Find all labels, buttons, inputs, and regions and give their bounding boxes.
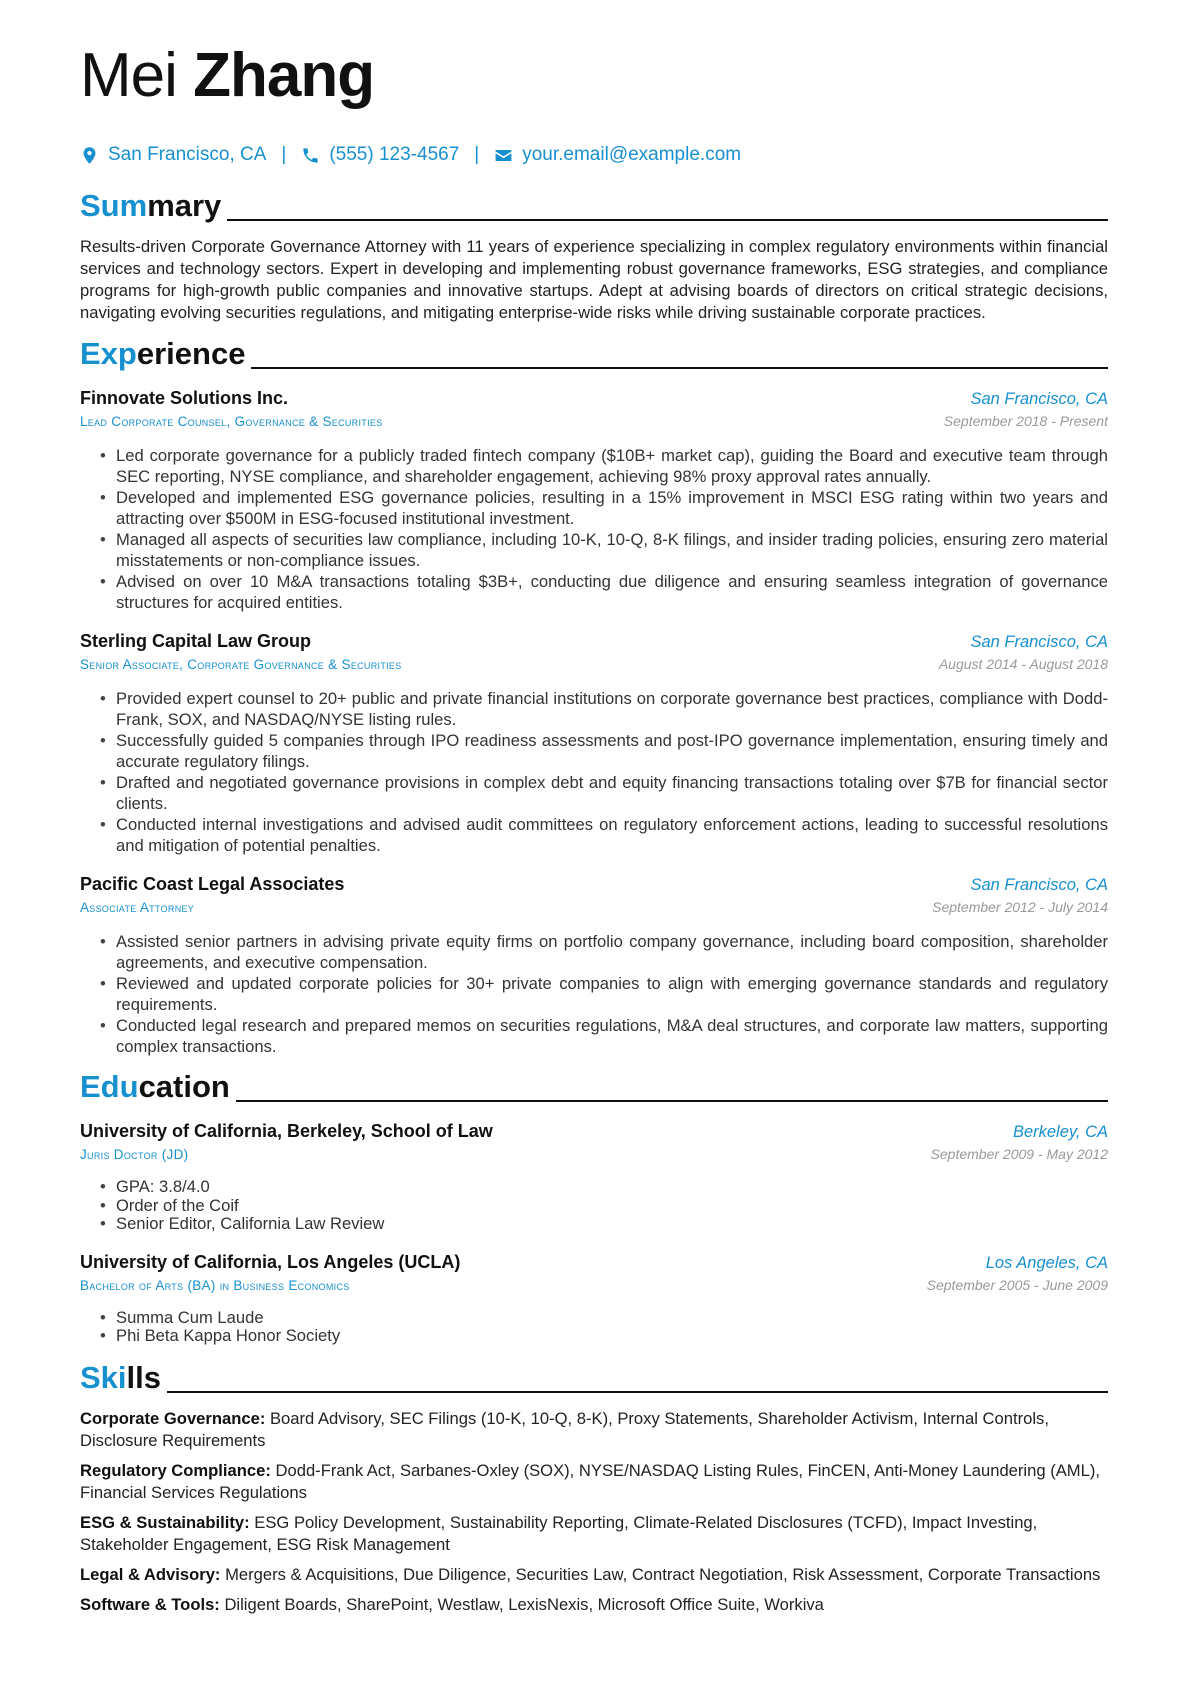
entry-dates: September 2018 - Present: [943, 413, 1108, 429]
section-rule: [167, 1391, 1108, 1393]
bullet-item: • Order of the Coif: [100, 1197, 1108, 1216]
entry-role: Juris Doctor (JD): [80, 1147, 189, 1162]
entry-location: San Francisco, CA: [970, 390, 1108, 408]
experience-entry: [80, 872, 1108, 1057]
section-rule: [251, 367, 1108, 369]
bullet-item: • Summa Cum Laude: [100, 1309, 1108, 1328]
bullet-item: • Led corporate governance for a publicly traded fintech company ($10B+ market cap), guiding the Board and executive team through SEC reporting, NYSE compliance, and shareholder engagement, achieving 98% proxy approval rates annually.: [100, 445, 1108, 487]
entry-role: Lead Corporate Counsel, Governance & Securities: [80, 414, 383, 429]
organization-name: Pacific Coast Legal Associates: [80, 874, 345, 894]
phone-text: (555) 123-4567: [329, 144, 460, 165]
skill-row: [80, 1408, 1108, 1452]
organization-name: Sterling Capital Law Group: [80, 631, 312, 651]
entry-role: Associate Attorney: [80, 900, 195, 915]
education-entry: [80, 1119, 1108, 1234]
bullet-item: • Reviewed and updated corporate policies for 30+ private companies to align with emerging governance standards and regulatory requirements.: [100, 973, 1108, 1015]
organization-name: University of California, Los Angeles (UCLA): [80, 1251, 461, 1272]
section-title: [80, 188, 221, 224]
organization-name: University of California, Berkeley, School of Law: [80, 1121, 493, 1141]
skill-label: ESG & Sustainability:: [80, 1512, 250, 1532]
bullet-item: • Assisted senior partners in advising private equity firms on portfolio company governance, including board composition, shareholder agreements, and executive compensation.: [100, 931, 1108, 973]
bullet-item: • Drafted and negotiated governance provisions in complex debt and equity financing transactions totaling over $7B for financial sector clients.: [100, 772, 1108, 814]
skill-label: Software & Tools:: [80, 1594, 220, 1614]
title-highlight: Edu: [80, 1069, 139, 1104]
entry-dates: August 2014 - August 2018: [938, 656, 1108, 672]
section-title: [80, 336, 245, 372]
map-marker-icon: [80, 146, 99, 165]
entry-dates: September 2005 - June 2009: [926, 1276, 1108, 1293]
entry-dates: September 2012 - July 2014: [932, 899, 1108, 915]
bullet-item: • Senior Editor, California Law Review: [100, 1215, 1108, 1234]
contact-separator: |: [281, 144, 287, 165]
location-text: San Francisco, CA: [108, 144, 267, 165]
entry-subheader-row: [80, 411, 1108, 432]
entry-location: San Francisco, CA: [970, 876, 1108, 894]
bullet-list: [80, 688, 1108, 856]
entry-header-row: [80, 1119, 1108, 1144]
bullet-item: • Phi Beta Kappa Honor Society: [100, 1327, 1108, 1346]
skill-value: Diligent Boards, SharePoint, Westlaw, LexisNexis, Microsoft Office Suite, Workiva: [224, 1594, 824, 1614]
contact-bar: [80, 140, 1108, 170]
bullet-list: [80, 1178, 1108, 1234]
title-highlight: Ski: [80, 1359, 127, 1395]
experience-entry: [80, 629, 1108, 856]
skill-row: [80, 1460, 1108, 1504]
candidate-name: [80, 40, 1108, 116]
title-highlight: Exp: [80, 336, 137, 371]
bullet-item: • Advised on over 10 M&A transactions totaling $3B+, conducting due diligence and ensuring seamless integration of governance structures for acquired entities.: [100, 571, 1108, 613]
phone-icon: [301, 146, 320, 165]
last-name: Zhang: [193, 41, 375, 110]
section-rule: [236, 1100, 1108, 1102]
experience-heading: [80, 334, 1108, 372]
entry-role: Bachelor of Arts (BA) in Business Economics: [80, 1277, 350, 1293]
bullet-list: [80, 1309, 1108, 1346]
bullet-item: • Conducted internal investigations and advised audit committees on regulatory enforcement actions, leading to successful resolutions and mitigation of potential penalties.: [100, 814, 1108, 856]
section-rule: [227, 219, 1108, 221]
bullet-item: • GPA: 3.8/4.0: [100, 1178, 1108, 1197]
skills-list: [80, 1408, 1108, 1616]
bullet-list: [80, 445, 1108, 613]
skill-row: [80, 1594, 1108, 1616]
entry-header-row: [80, 386, 1108, 411]
title-highlight: Sum: [80, 188, 148, 223]
summary-heading: [80, 186, 1108, 224]
entry-location: San Francisco, CA: [970, 633, 1108, 651]
skill-value: Mergers & Acquisitions, Due Diligence, Securities Law, Contract Negotiation, Risk Assessment, Corporate Transactions: [225, 1564, 1101, 1584]
education-entry: [80, 1250, 1108, 1346]
entry-subheader-row: [80, 1275, 1108, 1296]
section-title: [80, 1360, 161, 1396]
contact-phone[interactable]: [301, 144, 459, 166]
title-rest: mary: [147, 188, 222, 223]
education-heading: [80, 1067, 1108, 1105]
summary-text: Results-driven Corporate Governance Attorney with 11 years of experience specializing in complex regulatory environments within financial services and technology sectors. Expert in developing and implementing robust governance frameworks, ESG strategies, and compliance programs for high-growth public companies and innovative startups. Adept at advising boards of directors on critical strategic decisions, navigating evolving securities regulations, and mitigating enterprise-wide risks while driving sustainable corporate practices.: [80, 237, 1108, 322]
skill-label: Regulatory Compliance:: [80, 1460, 271, 1480]
bullet-item: • Developed and implemented ESG governance policies, resulting in a 15% improvement in MSCI ESG rating within two years and attracting over $500M in ESG-focused institutional investment.: [100, 487, 1108, 529]
entry-header-row: [80, 1250, 1108, 1275]
skill-row: [80, 1564, 1108, 1586]
bullet-item: • Managed all aspects of securities law compliance, including 10-K, 10-Q, 8-K filings, and insider trading policies, ensuring zero material misstatements or non-compliance issues.: [100, 529, 1108, 571]
entry-role: Senior Associate, Corporate Governance & Securities: [80, 657, 402, 672]
entry-subheader-row: [80, 897, 1108, 918]
skills-heading: [80, 1358, 1108, 1396]
bullet-item: • Provided expert counsel to 20+ public and private financial institutions on corporate governance best practices, compliance with Dodd-Frank, SOX, and NASDAQ/NYSE listing rules.: [100, 688, 1108, 730]
education-list: [80, 1119, 1108, 1346]
contact-email[interactable]: [494, 144, 741, 166]
entry-location: Berkeley, CA: [1012, 1123, 1108, 1141]
contact-separator: |: [474, 144, 480, 165]
first-name: Mei: [80, 41, 177, 110]
email-link[interactable]: your.email@example.com: [522, 144, 742, 165]
experience-list: [80, 386, 1108, 1057]
skill-value: ESG Policy Development, Sustainability Reporting, Climate-Related Disclosures (TCFD), Impact Investing, Stakeholder Engagement, ESG Risk Management: [80, 1512, 1038, 1554]
skill-label: Corporate Governance:: [80, 1408, 266, 1428]
skill-value: Board Advisory, SEC Filings (10-K, 10-Q, 8-K), Proxy Statements, Shareholder Activism, Internal Controls, Disclosure Requirements: [80, 1408, 1049, 1450]
bullet-list: [80, 931, 1108, 1057]
entry-subheader-row: [80, 1144, 1108, 1165]
entry-location: Los Angeles, CA: [985, 1253, 1108, 1272]
entry-dates: September 2009 - May 2012: [930, 1146, 1108, 1162]
skill-label: Legal & Advisory:: [80, 1564, 221, 1584]
experience-entry: [80, 386, 1108, 613]
bullet-item: • Conducted legal research and prepared memos on securities regulations, M&A deal structures, and corporate law matters, supporting complex transactions.: [100, 1015, 1108, 1057]
entry-header-row: [80, 629, 1108, 654]
organization-name: Finnovate Solutions Inc.: [80, 388, 289, 408]
title-rest: lls: [126, 1359, 161, 1395]
envelope-icon: [494, 146, 513, 165]
entry-header-row: [80, 872, 1108, 897]
skill-value: Dodd-Frank Act, Sarbanes-Oxley (SOX), NYSE/NASDAQ Listing Rules, FinCEN, Anti-Money Laundering (AML), Financial Services Regulations: [80, 1460, 1100, 1502]
title-rest: cation: [138, 1069, 230, 1104]
title-rest: erience: [136, 336, 246, 371]
section-title: [80, 1069, 230, 1105]
skill-row: [80, 1512, 1108, 1556]
contact-location: [80, 144, 266, 166]
bullet-item: • Successfully guided 5 companies through IPO readiness assessments and post-IPO governance implementation, ensuring timely and accurate regulatory filings.: [100, 730, 1108, 772]
entry-subheader-row: [80, 654, 1108, 675]
